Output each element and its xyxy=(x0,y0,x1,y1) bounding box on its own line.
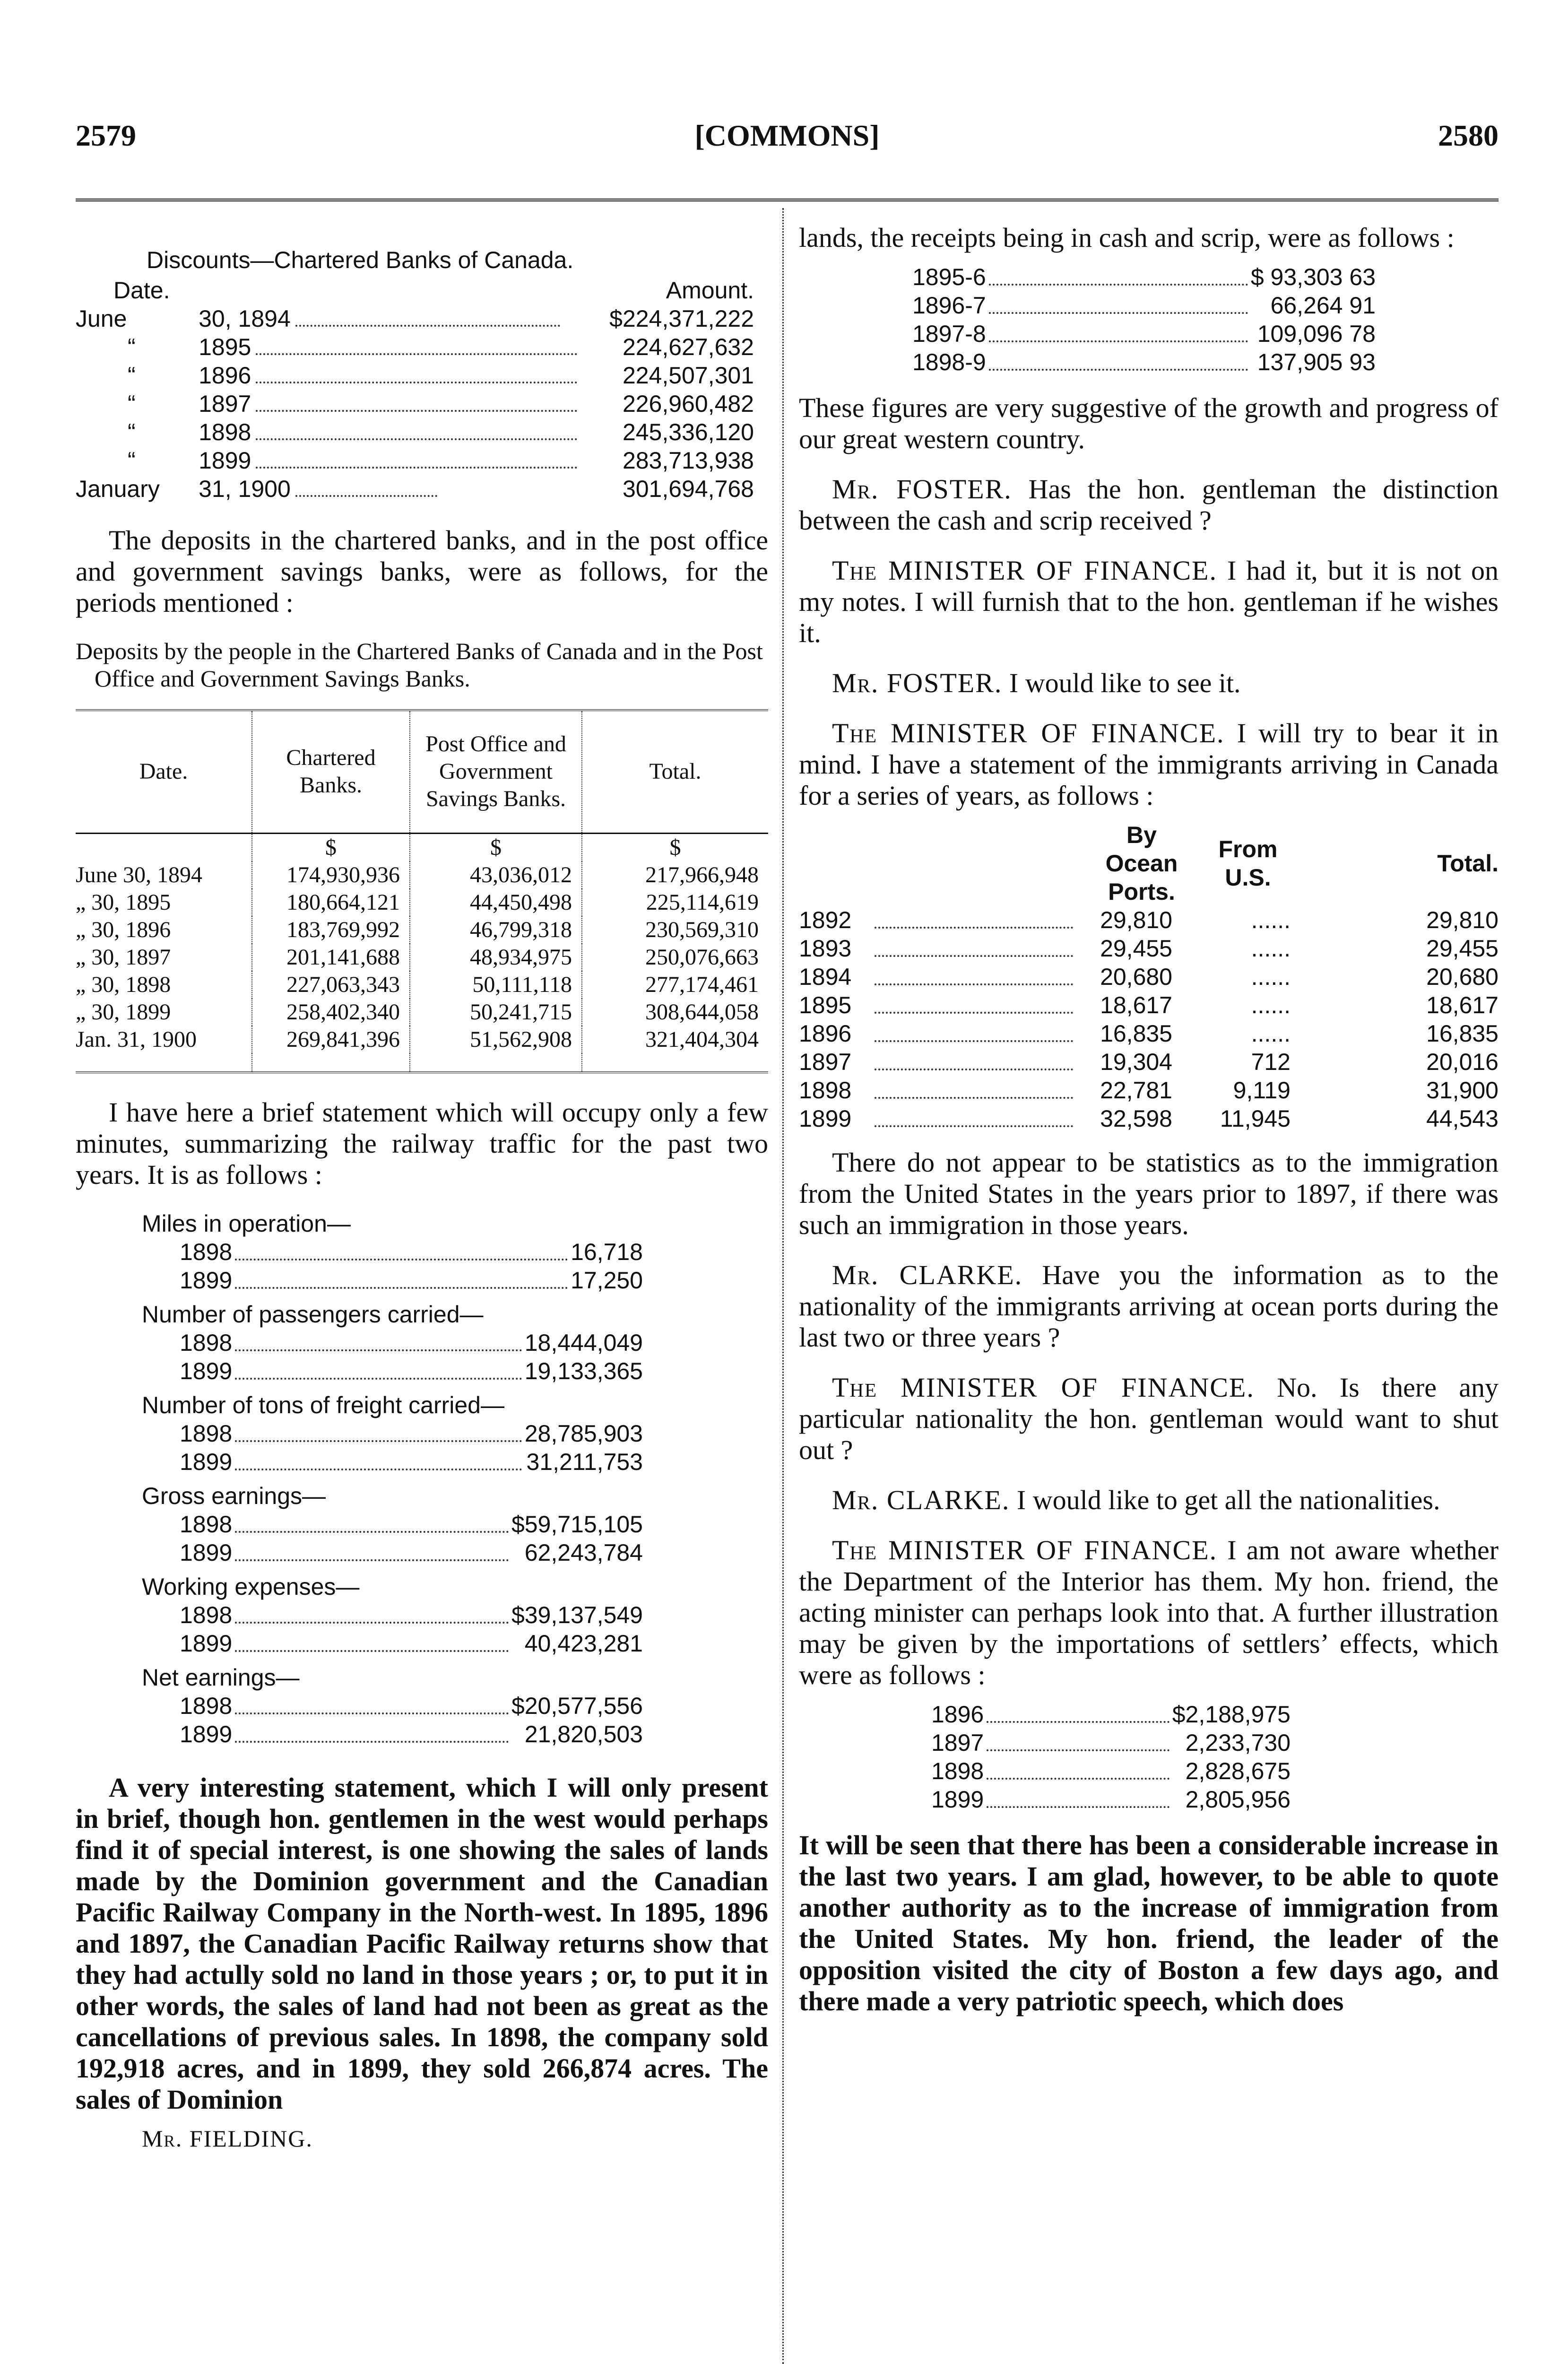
discount-row xyxy=(76,304,768,333)
dot-leader xyxy=(986,320,1251,348)
receipt-year: 1897-8 xyxy=(912,321,986,347)
discounts-col-date: Date. xyxy=(113,277,170,304)
deposit-date: „ 30, 1897 xyxy=(76,944,252,971)
discount-month: June xyxy=(76,305,127,332)
dot-leader xyxy=(984,1785,1172,1814)
discount-row xyxy=(76,333,768,361)
immig-ocean: 29,455 xyxy=(1100,935,1172,962)
railway-value: 18,444,049 xyxy=(524,1329,643,1356)
railway-year: 1898 xyxy=(180,1238,233,1265)
dot-leader xyxy=(986,263,1251,291)
deposits-header xyxy=(76,710,768,833)
effects-row xyxy=(931,1757,1291,1785)
dot-leader-line xyxy=(235,1349,522,1351)
deposit-chartered: 227,063,343 xyxy=(252,971,410,999)
immig-total: 31,900 xyxy=(1426,1077,1499,1104)
immig-h-total: Total. xyxy=(1437,850,1499,877)
railway-value-row xyxy=(180,1448,643,1476)
dot-leader-line xyxy=(235,1287,568,1289)
effects-amount: $2,188,975 xyxy=(1172,1701,1291,1728)
dot-leader xyxy=(232,1448,525,1476)
dot-leader-line xyxy=(875,1040,1073,1042)
railway-value-row xyxy=(180,1692,643,1720)
discount-amount: 245,336,120 xyxy=(622,419,754,445)
receipt-amount: $ 93,303 63 xyxy=(1250,264,1376,290)
effects-amount: 2,805,956 xyxy=(1185,1786,1291,1813)
railway-value-row xyxy=(180,1419,643,1448)
receipt-amount: 109,096 78 xyxy=(1257,321,1376,347)
dot-leader-line xyxy=(235,1259,568,1260)
immig-ocean: 29,810 xyxy=(1100,907,1172,933)
dot-leader xyxy=(986,348,1251,376)
deposit-date: Jan. 31, 1900 xyxy=(76,1026,252,1053)
deposit-chartered: 201,141,688 xyxy=(252,944,410,971)
railway-value-row xyxy=(180,1720,643,1748)
dot-leader xyxy=(232,1329,525,1357)
immig-us: 11,945 xyxy=(1220,1105,1291,1132)
right-para-2: These figures are very suggestive of the growth and progress of our great western country. xyxy=(799,392,1499,454)
dot-leader-line xyxy=(235,1622,509,1624)
deposit-row xyxy=(76,889,768,916)
railway-value: $59,715,105 xyxy=(511,1511,643,1538)
railway-item-label: Gross earnings— xyxy=(142,1482,326,1509)
dot-leader xyxy=(256,382,577,383)
railway-year: 1899 xyxy=(180,1630,233,1657)
dot-leader-line xyxy=(875,1097,1073,1099)
railway-value-row xyxy=(180,1629,643,1658)
railway-item-label: Net earnings— xyxy=(142,1664,300,1691)
discount-date xyxy=(199,304,577,333)
immig-ocean: 19,304 xyxy=(1100,1049,1172,1075)
deposit-total: 250,076,663 xyxy=(645,944,759,970)
dot-leader-line xyxy=(235,1469,522,1470)
receipt-row xyxy=(912,291,1376,320)
deposit-chartered: 180,664,121 xyxy=(252,889,410,916)
railway-year: 1898 xyxy=(180,1420,233,1447)
railway-value: 19,133,365 xyxy=(524,1357,643,1384)
dot-leader-line xyxy=(987,1749,1170,1751)
immig-us: ...... xyxy=(1251,1020,1291,1047)
dialogue-3: Mr. FOSTER. I would like to see it. xyxy=(832,668,1241,698)
immig-year: 1897 xyxy=(799,1049,852,1075)
railway-value-row xyxy=(180,1601,643,1629)
discounts-header xyxy=(76,276,768,304)
dot-leader-line xyxy=(989,369,1248,371)
effects-amount: 2,233,730 xyxy=(1185,1730,1291,1756)
dot-leader-line xyxy=(235,1650,509,1652)
deposit-post-office: 51,562,908 xyxy=(410,1026,582,1053)
discount-month: “ xyxy=(128,391,136,417)
deposit-post-office: 50,111,118 xyxy=(410,971,582,999)
dot-leader xyxy=(256,438,577,440)
immigration-row xyxy=(799,934,1499,963)
receipt-amount: 66,264 91 xyxy=(1270,292,1376,319)
discount-row xyxy=(76,475,768,503)
discount-month: “ xyxy=(128,447,136,474)
railway-item-values xyxy=(180,1238,643,1295)
railway-value-row xyxy=(180,1329,643,1357)
immig-year: 1896 xyxy=(799,1020,852,1047)
dot-leader xyxy=(232,1357,525,1385)
dot-leader xyxy=(232,1720,511,1748)
deposits-units-row xyxy=(76,833,768,861)
dot-leader-line xyxy=(989,284,1248,286)
railway-item-label: Miles in operation— xyxy=(142,1210,351,1237)
dot-leader xyxy=(256,467,577,469)
dot-leader xyxy=(984,1729,1172,1757)
effects-row xyxy=(931,1785,1291,1814)
railway-value-row xyxy=(180,1510,643,1538)
railway-year: 1898 xyxy=(180,1511,233,1538)
immig-total: 18,617 xyxy=(1426,992,1499,1018)
dot-leader xyxy=(232,1419,525,1448)
dot-leader-line xyxy=(875,1069,1073,1070)
railway-item-values xyxy=(180,1510,643,1567)
deposit-chartered: 258,402,340 xyxy=(252,999,410,1026)
para-railway: I have here a brief statement which will occupy only a few minutes, summarizing the railway traffic for the past two years. It is as follows : xyxy=(76,1096,768,1190)
dialogue-2: The MINISTER OF FINANCE. I had it, but it is not on my notes. I will furnish that to the hon. gentleman if he wishes it. xyxy=(799,555,1499,648)
dot-leader-line xyxy=(987,1778,1170,1780)
dot-leader-line xyxy=(235,1741,509,1743)
dot-leader xyxy=(865,1048,1087,1076)
dialogue-1: Mr. FOSTER. Has the hon. gentleman the distinction between the cash and scrip received ? xyxy=(799,474,1499,536)
deposit-total: 308,644,058 xyxy=(645,999,759,1025)
page-number-left: 2579 xyxy=(76,119,136,152)
receipt-year: 1895-6 xyxy=(912,264,986,290)
discount-row xyxy=(76,361,768,390)
immigration-table xyxy=(799,821,1499,1133)
left-column xyxy=(76,222,768,2152)
railway-year: 1899 xyxy=(180,1448,233,1475)
dot-leader xyxy=(865,991,1087,1019)
deposits-h-date: Date. xyxy=(76,710,252,833)
dot-leader xyxy=(865,963,1087,991)
dot-leader xyxy=(232,1238,571,1266)
railway-value-row xyxy=(180,1357,643,1385)
dot-leader-line xyxy=(235,1440,522,1442)
deposit-date: „ 30, 1896 xyxy=(76,916,252,944)
dot-leader xyxy=(232,1601,511,1629)
railway-value: $39,137,549 xyxy=(511,1601,643,1628)
dot-leader xyxy=(295,495,437,497)
dot-leader xyxy=(295,325,560,327)
dot-leader xyxy=(865,934,1087,963)
immig-ocean: 16,835 xyxy=(1100,1020,1172,1047)
immig-us: ...... xyxy=(1251,992,1291,1018)
discount-date xyxy=(199,361,577,390)
railway-item-values xyxy=(180,1419,643,1476)
effects-table xyxy=(931,1700,1291,1814)
discount-amount: 226,960,482 xyxy=(622,391,754,417)
immig-year: 1895 xyxy=(799,992,852,1018)
dialogue-7: Mr. CLARKE. I would like to get all the nationalities. xyxy=(832,1485,1440,1515)
immigration-row xyxy=(799,1104,1499,1133)
railway-year: 1899 xyxy=(180,1539,233,1566)
immig-h-us: From U.S. xyxy=(1218,836,1278,891)
dot-leader xyxy=(865,1104,1087,1133)
discount-date xyxy=(199,418,577,446)
immigration-row xyxy=(799,963,1499,991)
deposit-post-office: 48,934,975 xyxy=(410,944,582,971)
right-para-3: There do not appear to be statistics as to the immigration from the United States in the years prior to 1897, if there was such an immigration in those years. xyxy=(799,1147,1499,1240)
deposit-row xyxy=(76,861,768,889)
discounts-col-amount: Amount. xyxy=(666,277,754,304)
deposit-post-office: 46,799,318 xyxy=(410,916,582,944)
dot-leader xyxy=(865,906,1087,934)
dot-leader-line xyxy=(875,1012,1073,1014)
receipts-table xyxy=(912,263,1376,376)
immig-year: 1898 xyxy=(799,1077,852,1104)
immig-us: ...... xyxy=(1251,964,1291,990)
immig-year: 1892 xyxy=(799,907,852,933)
deposit-total: 321,404,304 xyxy=(645,1026,759,1052)
immig-total: 20,016 xyxy=(1426,1049,1499,1075)
discount-date xyxy=(199,390,577,418)
immigration-header xyxy=(799,821,1499,906)
dialogue-6: The MINISTER OF FINANCE. No. Is there any particular nationality the hon. gentleman would want to shut out ? xyxy=(799,1372,1499,1465)
dialogue-5: Mr. CLARKE. Have you the information as to the nationality of the immigrants arriving at ocean ports during the last two or three years ? xyxy=(799,1260,1499,1353)
railway-item-values xyxy=(180,1601,643,1658)
effects-row xyxy=(931,1700,1291,1729)
dot-leader xyxy=(984,1700,1172,1729)
railway-value: 17,250 xyxy=(571,1267,643,1294)
dot-leader-line xyxy=(989,312,1248,314)
discount-date xyxy=(199,333,577,361)
immig-total: 29,455 xyxy=(1426,935,1499,962)
dot-leader xyxy=(232,1510,511,1538)
dot-leader-line xyxy=(875,927,1073,929)
deposits-table xyxy=(76,709,768,1073)
dot-leader-line xyxy=(235,1559,509,1561)
discount-amount: 224,627,632 xyxy=(622,334,754,360)
immig-ocean: 18,617 xyxy=(1100,992,1172,1018)
railway-year: 1898 xyxy=(180,1329,233,1356)
railway-value: 21,820,503 xyxy=(524,1721,643,1747)
para-deposits: The deposits in the chartered banks, and in the post office and government savings banks, were as follows, for the periods mentioned : xyxy=(76,525,768,618)
deposit-post-office: 44,450,498 xyxy=(410,889,582,916)
dot-leader xyxy=(256,410,577,412)
railway-item-values xyxy=(180,1692,643,1748)
dot-leader xyxy=(865,1019,1087,1048)
deposits-h-chartered: Chartered Banks. xyxy=(252,710,410,833)
railway-item-label: Number of tons of freight carried— xyxy=(142,1391,504,1418)
discount-row xyxy=(76,446,768,475)
immigration-row xyxy=(799,906,1499,934)
right-column xyxy=(799,222,1499,2036)
effects-row xyxy=(931,1729,1291,1757)
receipt-year: 1896-7 xyxy=(912,292,986,319)
immig-total: 20,680 xyxy=(1426,964,1499,990)
page-number-right: 2580 xyxy=(1438,119,1499,152)
receipt-amount: 137,905 93 xyxy=(1257,349,1376,375)
dot-leader-line xyxy=(235,1378,522,1380)
discount-row xyxy=(76,418,768,446)
receipt-row xyxy=(912,263,1376,291)
deposits-h-post: Post Office and Government Savings Banks. xyxy=(410,710,582,833)
effects-year: 1896 xyxy=(931,1701,984,1728)
immig-us: ...... xyxy=(1251,907,1291,933)
right-para-4: It will be seen that there has been a considerable increase in the last two years. I am glad, however, to be able to quote another authority as to the increase of immigration from the United States. My hon. friend, the leader of the opposition visited the city of Boston a few days ago, and there made a very patriotic speech, which does xyxy=(799,1830,1499,2016)
deposit-total: 217,966,948 xyxy=(645,862,759,887)
para-lands: A very interesting statement, which I will only present in brief, though hon. gentlemen in the west would perhaps find it of special interest, is one showing the sales of lands made by the Dominion government and the Canadian Pacific Railway Company in the North-west. In 1895, 1896 and 1897, the Canadian Pacific Railway returns show that they had actully sold no land in those years ; or, to put it in other words, the sales of land had not been as great as the cancellations of previous sales. In 1898, the company sold 192,918 acres, and in 1899, they sold 266,874 acres. The sales of Dominion xyxy=(76,1772,768,2115)
deposit-post-office: 50,241,715 xyxy=(410,999,582,1026)
railway-value: 62,243,784 xyxy=(524,1539,643,1566)
railway-year: 1899 xyxy=(180,1721,233,1747)
railway-year: 1899 xyxy=(180,1357,233,1384)
immigration-row xyxy=(799,991,1499,1019)
discount-month: “ xyxy=(128,419,136,445)
deposit-row xyxy=(76,1026,768,1053)
deposit-total: 230,569,310 xyxy=(645,917,759,942)
railway-item-values xyxy=(180,1329,643,1385)
deposit-date: „ 30, 1898 xyxy=(76,971,252,999)
immig-total: 16,835 xyxy=(1426,1020,1499,1047)
discount-month: “ xyxy=(128,362,136,389)
section-title: [COMMONS] xyxy=(694,119,880,152)
page-header xyxy=(76,118,1499,165)
railway-value: 40,423,281 xyxy=(524,1630,643,1657)
discount-row xyxy=(76,390,768,418)
deposit-chartered: 269,841,396 xyxy=(252,1026,410,1053)
immig-us: 9,119 xyxy=(1233,1077,1291,1104)
dot-leader-line xyxy=(875,983,1073,985)
discount-date-text: 31, 1900 xyxy=(199,476,291,502)
effects-amount: 2,828,675 xyxy=(1185,1758,1291,1784)
deposit-date: „ 30, 1899 xyxy=(76,999,252,1026)
deposit-date: „ 30, 1895 xyxy=(76,889,252,916)
deposit-chartered: 183,769,992 xyxy=(252,916,410,944)
discounts-table xyxy=(76,276,768,503)
deposit-post-office: 43,036,012 xyxy=(410,861,582,889)
deposit-row xyxy=(76,944,768,971)
immig-total: 29,810 xyxy=(1426,907,1499,933)
dot-leader-line xyxy=(987,1806,1170,1808)
discount-date xyxy=(199,475,577,503)
immigration-row xyxy=(799,1019,1499,1048)
dot-leader xyxy=(232,1538,511,1567)
column-separator xyxy=(782,208,784,2364)
immig-ocean: 20,680 xyxy=(1100,964,1172,990)
dot-leader-line xyxy=(875,955,1073,957)
deposit-total: 277,174,461 xyxy=(645,972,759,997)
unit-total: $ xyxy=(669,834,681,860)
railway-statement xyxy=(76,1209,643,1748)
dialogue-8: The MINISTER OF FINANCE. I am not aware whether the Department of the Interior has them. My hon. friend, the acting minister can perhaps look into that. A further illustration may be given by the importations of settlers’ effects, which were as follows : xyxy=(799,1535,1499,1690)
unit-chartered: $ xyxy=(252,833,410,861)
discount-amount: 283,713,938 xyxy=(622,447,754,474)
railway-item-label: Working expenses— xyxy=(142,1573,360,1600)
deposits-h-total: Total. xyxy=(649,759,702,784)
discount-date-text: 1896 xyxy=(199,362,251,389)
receipt-year: 1898-9 xyxy=(912,349,986,375)
dot-leader-line xyxy=(235,1531,509,1533)
dot-leader xyxy=(984,1757,1172,1785)
discount-amount: 224,507,301 xyxy=(622,362,754,389)
immig-us: ...... xyxy=(1251,935,1291,962)
discount-month: January xyxy=(76,476,160,502)
railway-year: 1899 xyxy=(180,1267,233,1294)
discount-date-text: 1895 xyxy=(199,334,251,360)
footer-speaker: Mr. FIELDING. xyxy=(142,2125,313,2152)
immigration-row xyxy=(799,1076,1499,1104)
dot-leader-line xyxy=(875,1125,1073,1127)
railway-item-label: Number of passengers carried— xyxy=(142,1301,484,1328)
dot-leader-line xyxy=(235,1712,509,1714)
railway-value: $20,577,556 xyxy=(511,1692,643,1719)
dialogue-4: The MINISTER OF FINANCE. I will try to bear it in mind. I have a statement of the immigrants arriving in Canada for a series of years, as follows : xyxy=(799,718,1499,811)
dot-leader xyxy=(986,291,1251,320)
dot-leader-line xyxy=(989,340,1248,342)
immig-year: 1899 xyxy=(799,1105,852,1132)
discount-date-text: 1897 xyxy=(199,391,251,417)
immig-ocean: 32,598 xyxy=(1100,1105,1172,1132)
deposit-date: June 30, 1894 xyxy=(76,861,252,889)
dot-leader xyxy=(256,353,577,355)
dot-leader xyxy=(232,1692,511,1720)
receipt-row xyxy=(912,320,1376,348)
deposit-row xyxy=(76,971,768,999)
header-rule xyxy=(76,199,1499,206)
immig-ocean: 22,781 xyxy=(1100,1077,1172,1104)
immig-total: 44,543 xyxy=(1426,1105,1499,1132)
dot-leader xyxy=(865,1076,1087,1104)
immigration-row xyxy=(799,1048,1499,1076)
deposit-chartered: 174,930,936 xyxy=(252,861,410,889)
unit-post: $ xyxy=(410,833,582,861)
deposit-row xyxy=(76,916,768,944)
immig-h-ocean: By Ocean Ports. xyxy=(1105,822,1178,905)
discount-amount: 301,694,768 xyxy=(622,476,754,502)
immig-year: 1893 xyxy=(799,935,852,962)
railway-year: 1898 xyxy=(180,1601,233,1628)
deposit-total: 225,114,619 xyxy=(646,889,759,915)
railway-value-row xyxy=(180,1266,643,1295)
receipt-row xyxy=(912,348,1376,376)
railway-value-row xyxy=(180,1538,643,1567)
immig-us: 712 xyxy=(1251,1049,1291,1075)
discount-date-text: 30, 1894 xyxy=(199,305,291,332)
deposits-title: Deposits by the people in the Chartered Banks of Canada and in the Post Office and Government Savings Banks. xyxy=(76,638,763,692)
dot-leader xyxy=(232,1266,571,1295)
deposit-row xyxy=(76,999,768,1026)
discounts-title: Discounts—Chartered Banks of Canada. xyxy=(147,247,574,273)
discount-date xyxy=(199,446,577,475)
effects-year: 1897 xyxy=(931,1730,984,1756)
effects-year: 1898 xyxy=(931,1758,984,1784)
dot-leader-line xyxy=(987,1721,1170,1723)
discount-date-text: 1899 xyxy=(199,447,251,474)
dot-leader xyxy=(232,1629,511,1658)
railway-value: 28,785,903 xyxy=(524,1420,643,1447)
railway-value: 16,718 xyxy=(571,1238,643,1265)
railway-year: 1898 xyxy=(180,1692,233,1719)
right-para-1: lands, the receipts being in cash and scrip, were as follows : xyxy=(799,222,1455,253)
discount-month: “ xyxy=(128,334,136,360)
railway-value-row xyxy=(180,1238,643,1266)
discount-amount: $224,371,222 xyxy=(609,305,754,332)
effects-year: 1899 xyxy=(931,1786,984,1813)
railway-value: 31,211,753 xyxy=(526,1448,643,1475)
discount-date-text: 1898 xyxy=(199,419,251,445)
immig-year: 1894 xyxy=(799,964,852,990)
